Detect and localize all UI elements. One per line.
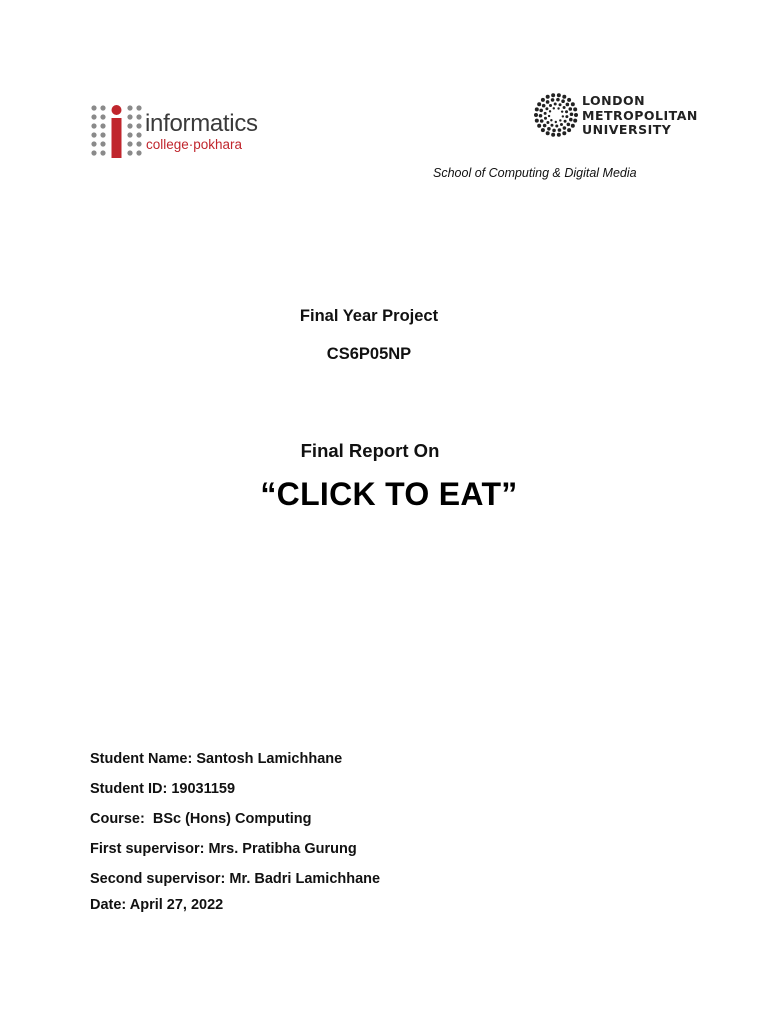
ring-dot (562, 131, 566, 135)
ring-dot (535, 119, 539, 123)
ring-dot (562, 95, 566, 99)
ring-dot (566, 103, 570, 107)
ring-dot (548, 115, 550, 117)
ring-dot (563, 106, 566, 109)
logo-dot (136, 114, 141, 119)
ring-dot (571, 102, 575, 106)
ring-dot (554, 103, 557, 106)
lmu-line-1: LONDON (582, 93, 646, 108)
ring-dot (563, 126, 567, 130)
ring-dot (565, 115, 568, 118)
informatics-college-logo (90, 104, 265, 160)
logo-dot (91, 114, 96, 119)
ring-dot (546, 100, 550, 104)
ring-dot (540, 119, 544, 123)
logo-i-stem (112, 118, 122, 158)
logo-dot (100, 150, 105, 155)
logo-dot (136, 150, 141, 155)
ring-dot (562, 115, 564, 117)
second-supervisor: Second supervisor: Mr. Badri Lamichhane (90, 871, 381, 887)
ring-dot (534, 113, 538, 117)
report-heading: Final Report On (300, 440, 440, 461)
lmu-wordmark (582, 94, 698, 138)
ring-dot (567, 128, 571, 132)
school-name: School of Computing & Digital Media (433, 166, 637, 180)
report-date: Date: April 27, 2022 (90, 897, 224, 913)
ring-dot (573, 107, 577, 111)
logo-dot (136, 132, 141, 137)
logo-dot (136, 141, 141, 146)
logo-dot (127, 114, 132, 119)
module-code: CS6P05NP (326, 345, 412, 363)
ring-dot (570, 112, 574, 116)
london-metropolitan-university-logo (533, 92, 713, 140)
informatics-logo-wordmark: informatics (145, 110, 258, 137)
logo-dot (127, 105, 132, 110)
ring-dot (546, 131, 550, 135)
ring-dot (571, 124, 575, 128)
ring-dot (537, 102, 541, 106)
logo-dot (91, 132, 96, 137)
ring-dot (551, 133, 555, 137)
ring-dot (561, 99, 565, 103)
ring-dot (541, 128, 545, 132)
ring-dot (545, 107, 548, 110)
logo-dot (127, 123, 132, 128)
student-id: Student ID: 19031159 (90, 781, 236, 797)
ring-dot (543, 124, 547, 128)
ring-dot (549, 110, 551, 112)
ring-dot (555, 121, 557, 123)
ring-dot (546, 121, 549, 124)
ring-dot (556, 98, 560, 102)
informatics-dot-mark-icon (90, 104, 144, 160)
logo-dot (100, 105, 105, 110)
ring-dot (539, 114, 543, 118)
lmu-line-3: UNIVERSITY (582, 122, 672, 137)
ring-dot (565, 110, 568, 113)
ring-dot (574, 113, 578, 117)
ring-dot (550, 119, 552, 121)
ring-dot (544, 112, 547, 115)
ring-dot (557, 93, 561, 97)
ring-dot (568, 107, 572, 111)
logo-dot (100, 141, 105, 146)
project-type: Final Year Project (299, 307, 439, 325)
ring-dot (541, 98, 545, 102)
course: Course: BSc (Hons) Computing (90, 811, 312, 827)
ring-dot (555, 124, 558, 127)
ring-dot (539, 109, 543, 113)
ring-dot (564, 120, 567, 123)
first-supervisor: First supervisor: Mrs. Pratibha Gurung (90, 841, 357, 857)
logo-dot (100, 132, 105, 137)
student-name: Student Name: Santosh Lamichhane (90, 751, 343, 767)
ring-dot (558, 128, 562, 132)
logo-dot (136, 123, 141, 128)
ring-dot (569, 118, 573, 122)
student-details (90, 750, 380, 926)
ring-dot (552, 129, 556, 133)
logo-dot (127, 150, 132, 155)
ring-dot (567, 123, 571, 127)
ring-dot (557, 133, 561, 137)
logo-dot (136, 105, 141, 110)
ring-dot (573, 119, 577, 123)
ring-dot (542, 104, 546, 108)
logo-dot (91, 141, 96, 146)
ring-dot (553, 107, 555, 109)
ring-dot (561, 110, 563, 112)
ring-dot (547, 127, 551, 131)
ring-dot (551, 93, 555, 97)
ring-dot (550, 124, 553, 127)
logo-dot (127, 141, 132, 146)
ring-dot (535, 107, 539, 111)
logo-dot (100, 123, 105, 128)
lmu-line-2: METROPOLITAN (582, 107, 698, 123)
ring-dot (559, 119, 561, 121)
logo-dot (100, 114, 105, 119)
ring-dot (537, 124, 541, 128)
logo-i-dot (112, 105, 122, 115)
london-met-dot-ring-icon (533, 92, 579, 138)
logo-dot (91, 105, 96, 110)
project-title: “CLICK TO EAT” (260, 476, 518, 512)
ring-dot (559, 103, 562, 106)
logo-dot (91, 123, 96, 128)
ring-dot (546, 95, 550, 99)
informatics-logo-subtitle: college·pokhara (146, 137, 243, 152)
ring-dot (544, 117, 547, 120)
logo-dot (91, 150, 96, 155)
ring-dot (549, 104, 552, 107)
logo-dot (127, 132, 132, 137)
ring-dot (551, 98, 555, 102)
ring-dot (557, 107, 559, 109)
ring-dot (560, 123, 563, 126)
ring-dot (567, 98, 571, 102)
